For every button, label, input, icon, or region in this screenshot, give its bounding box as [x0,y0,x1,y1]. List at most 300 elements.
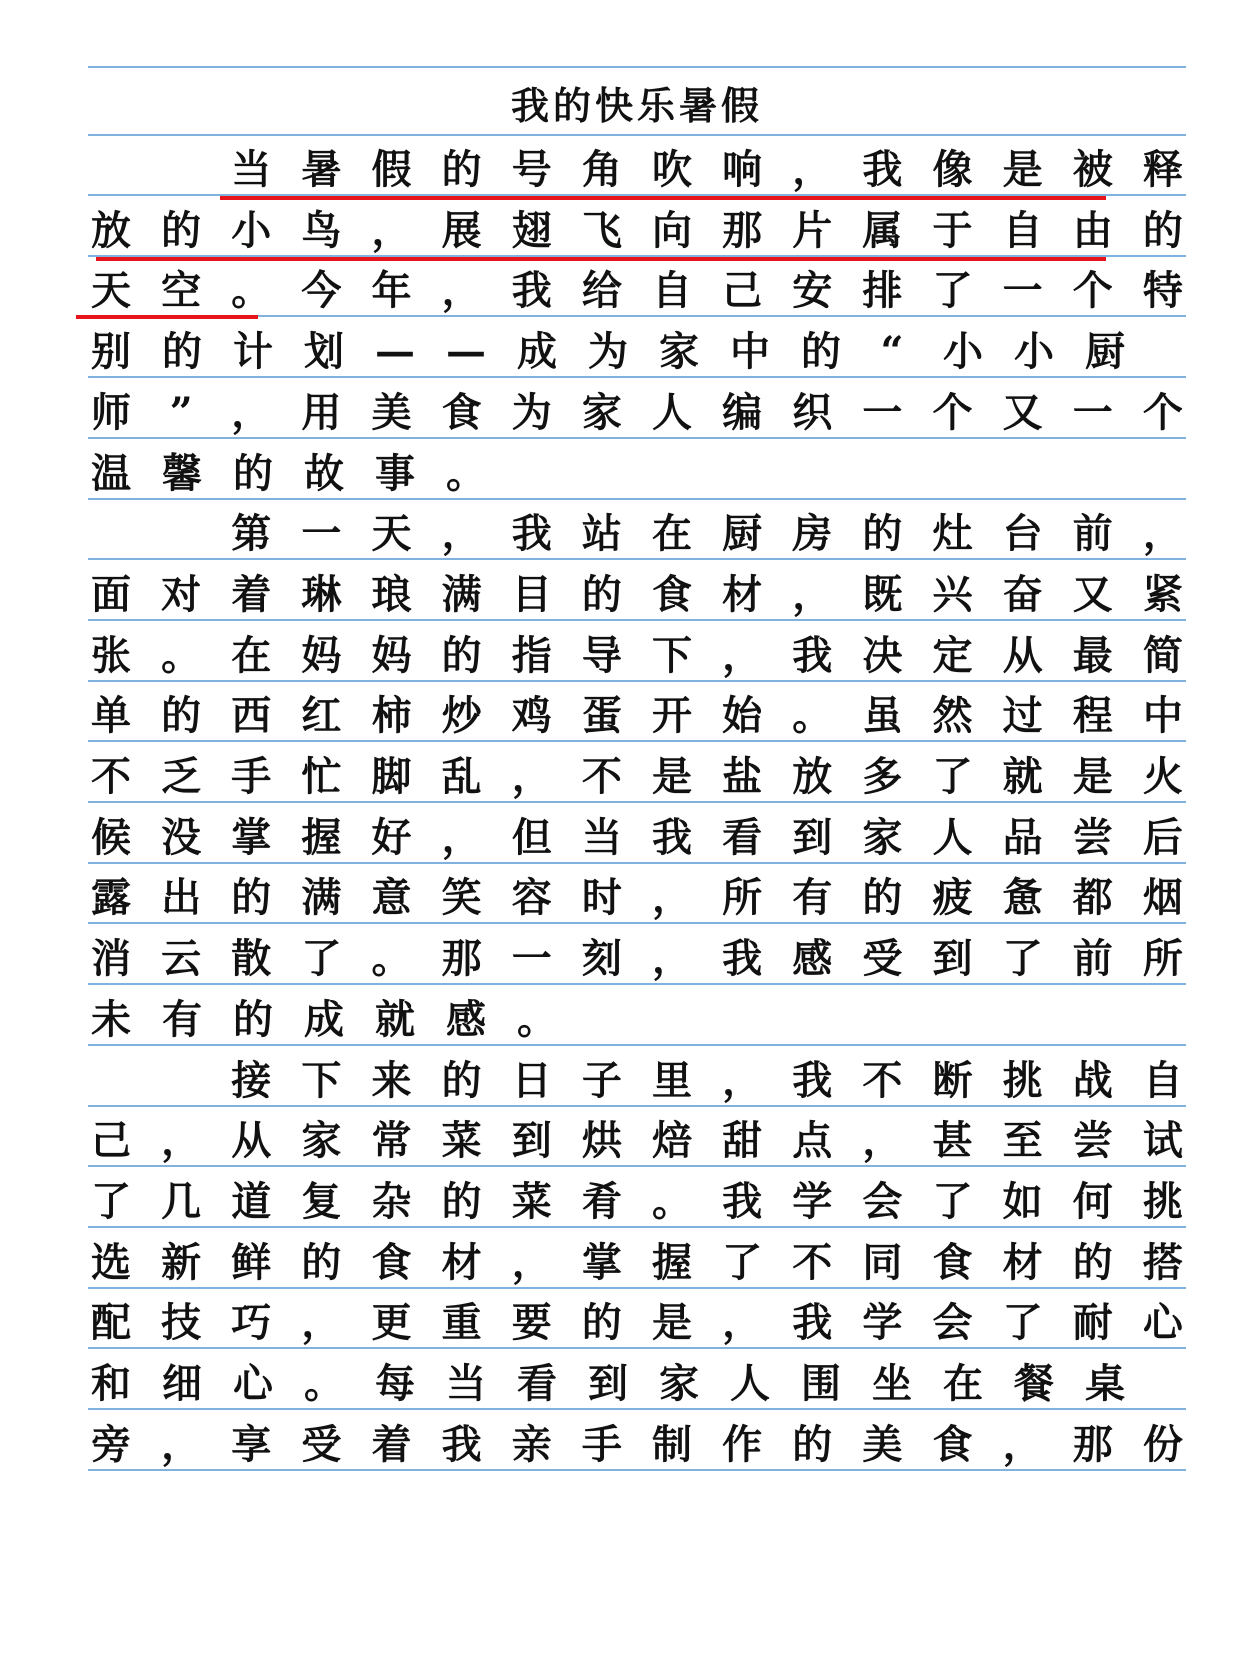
essay-char: 所 [722,874,763,922]
essay-char: ， [161,1117,202,1165]
essay-char: 由 [1072,206,1113,254]
essay-char: 杂 [371,1177,412,1225]
essay-char: 细 [162,1360,202,1407]
essay-char: 配 [91,1299,131,1347]
essay-char: 肴 [581,1177,622,1225]
essay-char: ， [511,1238,552,1286]
essay-char: 别 [91,328,131,376]
essay-char: 定 [932,631,973,679]
essay-char: 到 [588,1360,628,1407]
essay-char: 蛋 [581,692,622,740]
essay-char: 既 [862,570,903,618]
essay-char: ， [722,1056,763,1104]
essay-char: 候 [91,813,131,861]
essay-char: 给 [581,267,622,315]
ruled-line [88,619,1186,621]
essay-char: 。 [517,995,557,1043]
essay-char: 是 [1072,753,1113,800]
essay-char: 个 [932,388,973,436]
essay-char: 自 [1142,1056,1183,1104]
essay-char: 不 [91,753,131,800]
essay-char: 前 [1072,935,1113,983]
essay-char: 焙 [652,1117,692,1165]
essay-char: 那 [722,206,763,254]
essay-title: 我的快乐暑假 [510,83,763,128]
essay-line [88,379,1186,439]
essay-char: 响 [722,146,763,193]
essay-char: 那 [441,935,482,983]
essay-char: 程 [1072,692,1113,740]
essay-char: 家 [659,1360,699,1407]
essay-char: 第 [231,510,272,558]
essay-char: 菜 [511,1177,552,1225]
essay-char: 制 [652,1420,692,1468]
essay-char: 开 [652,692,692,740]
essay-char: 人 [730,1360,770,1407]
essay-line [88,986,1186,1046]
essay-char: 的 [301,1238,342,1286]
essay-char: 兴 [932,570,973,618]
essay-char: 的 [801,328,841,376]
essay-char: 食 [652,570,692,618]
essay-char: 放 [792,753,833,800]
essay-char: 我 [441,1420,482,1468]
essay-char: 编 [722,388,763,436]
essay-char: 当 [581,813,622,861]
essay-char: 空 [161,267,202,315]
essay-char: 一 [1002,267,1043,315]
essay-char: 材 [1002,1238,1043,1286]
essay-char: 房 [792,510,833,558]
essay-char: 导 [581,631,622,679]
ruled-line [88,1408,1186,1410]
essay-char: 到 [932,935,973,983]
essay-char: 家 [581,388,622,436]
essay-line [88,925,1186,985]
essay-char: 选 [91,1238,131,1286]
essay-line [88,743,1186,803]
ruled-line [88,680,1186,682]
essay-char: 我 [792,1299,833,1347]
essay-char: 甜 [722,1117,763,1165]
essay-char: 不 [581,753,622,800]
essay-char: 的 [581,1299,622,1347]
essay-char: 但 [511,813,552,861]
essay-char: 对 [161,570,202,618]
ruled-line [88,498,1186,500]
essay-char: 妈 [301,631,342,679]
essay-char: 小 [231,206,272,254]
essay-char: 子 [581,1056,622,1104]
essay-char: 不 [792,1238,833,1286]
essay-char: ， [792,570,833,618]
essay-char: 。 [446,449,486,497]
ruled-line [88,983,1186,985]
essay-char: 满 [301,874,342,922]
essay-char: 我 [511,510,552,558]
essay-line [88,622,1186,682]
essay-char: 里 [652,1056,692,1104]
essay-char: 当 [446,1360,486,1407]
essay-char: 和 [91,1360,131,1407]
ruled-line [88,1165,1186,1167]
essay-char: 作 [722,1420,763,1468]
essay-char: 排 [862,267,903,315]
essay-char: 我 [862,146,903,193]
essay-char: 放 [91,206,131,254]
essay-char: 手 [581,1420,622,1468]
essay-char: 何 [1072,1177,1113,1225]
essay-char: 材 [722,570,763,618]
ruled-line [88,437,1186,439]
essay-char: ， [161,1420,202,1468]
essay-char: 决 [862,631,903,679]
essay-char: 。 [231,267,272,315]
essay-char: 面 [91,570,131,618]
essay-char: 尝 [1072,813,1113,861]
essay-char: 受 [862,935,903,983]
red-underline-mark [76,315,258,319]
essay-char: 像 [932,146,973,193]
essay-char: 旁 [91,1420,131,1468]
ruled-line [88,558,1186,560]
essay-char: 的 [161,206,202,254]
essay-char: 奋 [1002,570,1043,618]
essay-char: 指 [511,631,552,679]
ruled-line [88,1347,1186,1349]
essay-char: 了 [932,1177,973,1225]
essay-char: 柿 [371,692,412,740]
essay-line [88,1107,1186,1167]
essay-char: 餐 [1014,1360,1054,1407]
ruled-line [88,922,1186,924]
essay-char: 脚 [371,753,412,800]
essay-char: 的 [862,874,903,922]
essay-char: 有 [792,874,833,922]
essay-char: 一 [511,935,552,983]
essay-line [88,1289,1186,1349]
essay-char: 的 [233,995,273,1043]
essay-char: 不 [862,1056,903,1104]
essay-char: ， [441,813,482,861]
essay-char: 每 [375,1360,415,1407]
essay-char: 露 [91,874,131,922]
essay-char: 师 [91,388,131,436]
essay-char: 一 [862,388,903,436]
essay-char: 的 [441,146,482,193]
essay-char: 事 [375,449,415,497]
essay-char: 道 [231,1177,272,1225]
essay-char: 。 [161,631,202,679]
essay-char: 个 [1072,267,1113,315]
essay-char: 要 [511,1299,552,1347]
essay-char: 为 [588,328,628,376]
essay-char: 盐 [722,753,763,800]
essay-line [88,440,1186,500]
essay-char: 那 [1072,1420,1113,1468]
essay-char: ” [169,388,193,436]
essay-char: 受 [301,1420,342,1468]
essay-line [88,1229,1186,1289]
essay-char: 了 [301,935,342,983]
essay-char: 。 [652,1177,692,1225]
essay-char: 云 [161,935,202,983]
essay-char: 一 [301,510,342,558]
essay-char: ， [511,753,552,800]
essay-char: ， [1142,510,1183,558]
essay-char: 学 [862,1299,903,1347]
essay-char: 食 [441,388,482,436]
essay-char: ， [301,1299,342,1347]
essay-char: 美 [371,388,412,436]
essay-char: 接 [231,1056,272,1104]
essay-line [88,1411,1186,1471]
essay-char: 火 [1142,753,1183,800]
essay-char: 从 [231,1117,272,1165]
essay-char: 意 [371,874,412,922]
essay-char: 到 [511,1117,552,1165]
essay-line [88,500,1186,560]
essay-char: 出 [161,874,202,922]
essay-char: 的 [233,449,273,497]
essay-char: 家 [862,813,903,861]
essay-char: 天 [371,510,412,558]
essay-char: 如 [1002,1177,1043,1225]
ruled-line [88,376,1186,378]
ruled-line [88,801,1186,803]
essay-char: 耐 [1072,1299,1113,1347]
title-top-rule [88,66,1186,68]
essay-char: 挑 [1002,1056,1043,1104]
essay-char: 学 [792,1177,833,1225]
essay-line [88,136,1186,196]
essay-char: 来 [371,1056,412,1104]
essay-char: 了 [91,1177,131,1225]
essay-char: 是 [1002,146,1043,193]
essay-char: 后 [1142,813,1183,861]
essay-char: 满 [441,570,482,618]
essay-char: 前 [1072,510,1113,558]
essay-char: 了 [1002,1299,1043,1347]
essay-char: 疲 [932,874,973,922]
essay-char: 心 [233,1360,273,1407]
essay-char: 故 [304,449,344,497]
essay-char: 始 [722,692,763,740]
essay-char: 片 [792,206,833,254]
essay-char: 我 [792,1056,833,1104]
red-underline-mark [96,257,1106,261]
essay-char: 。 [371,935,412,983]
essay-char: 鲜 [231,1238,272,1286]
essay-char: 划 [304,328,344,376]
essay-char: 掌 [581,1238,622,1286]
essay-char: 乱 [441,753,482,800]
essay-char: 展 [441,206,482,254]
essay-char: 暑 [301,146,342,193]
red-underline-mark [220,196,1106,200]
essay-line [88,682,1186,742]
essay-char: 成 [304,995,344,1043]
essay-char: 在 [231,631,272,679]
essay-char: 我 [792,631,833,679]
essay-char: — [375,328,415,376]
essay-char: 的 [862,510,903,558]
essay-char: ， [441,267,482,315]
essay-char: “ [880,328,904,376]
essay-char: 。 [792,692,833,740]
essay-char: 然 [932,692,973,740]
essay-char: 下 [301,1056,342,1104]
essay-char: 食 [932,1238,973,1286]
essay-char: 一 [1072,388,1113,436]
essay-char: 个 [1142,388,1183,436]
essay-char: 中 [730,328,770,376]
essay-char: 至 [1002,1117,1043,1165]
essay-char: 会 [862,1177,903,1225]
essay-char: ， [231,388,272,436]
essay-char: 属 [862,206,903,254]
essay-char: 是 [652,1299,692,1347]
essay-line [88,257,1186,317]
essay-char: 计 [233,328,273,376]
essay-char: 食 [371,1238,412,1286]
essay-char: 烘 [581,1117,622,1165]
essay-char: ， [722,1299,763,1347]
essay-char: 乏 [161,753,202,800]
essay-char: 年 [371,267,412,315]
essay-char: 食 [932,1420,973,1468]
essay-char: ， [722,631,763,679]
ruled-line [88,1044,1186,1046]
essay-char: 品 [1002,813,1043,861]
essay-char: 惫 [1002,874,1043,922]
ruled-line [88,1105,1186,1107]
essay-char: 又 [1072,570,1113,618]
essay-char: 甚 [932,1117,973,1165]
essay-char: ， [792,146,833,193]
essay-char: 释 [1142,146,1183,193]
essay-char: 点 [792,1117,833,1165]
essay-char: 成 [517,328,557,376]
essay-char: 温 [91,449,131,497]
essay-char: 在 [652,510,692,558]
essay-char: 时 [581,874,622,922]
essay-char: 常 [371,1117,412,1165]
essay-char: 我 [652,813,692,861]
essay-char: 份 [1142,1420,1183,1468]
essay-char: 西 [231,692,272,740]
essay-char: 搭 [1142,1238,1183,1286]
essay-char: 家 [301,1117,342,1165]
essay-char: 的 [441,631,482,679]
essay-char: 散 [231,935,272,983]
essay-char: — [446,328,486,376]
essay-char: 的 [441,1177,482,1225]
essay-char: 角 [581,146,622,193]
essay-char: 就 [375,995,415,1043]
essay-char: 所 [1142,935,1183,983]
essay-char: 台 [1002,510,1043,558]
essay-char: 看 [722,813,763,861]
essay-char: 消 [91,935,131,983]
essay-char: 琅 [371,570,412,618]
essay-char: 家 [659,328,699,376]
essay-char: 握 [301,813,342,861]
essay-char: ， [652,935,692,983]
essay-char: 容 [511,874,552,922]
ruled-line [88,740,1186,742]
essay-char: 试 [1142,1117,1183,1165]
essay-char: 灶 [932,510,973,558]
essay-char: 安 [792,267,833,315]
essay-char: ， [371,206,412,254]
essay-line [88,1047,1186,1107]
essay-char: 翅 [511,206,552,254]
essay-char: 刻 [581,935,622,983]
essay-char: 有 [162,995,202,1043]
essay-char: 亲 [511,1420,552,1468]
essay-char: 会 [932,1299,973,1347]
essay-char: 单 [91,692,131,740]
essay-line [88,197,1186,257]
essay-char: 自 [652,267,692,315]
essay-char: 站 [581,510,622,558]
essay-char: 从 [1002,631,1043,679]
essay-char: 的 [231,874,272,922]
essay-char: 掌 [231,813,272,861]
essay-char: 向 [652,206,692,254]
essay-char: 烟 [1142,874,1183,922]
essay-char: 桌 [1085,1360,1125,1407]
essay-char: 小 [1014,328,1054,376]
essay-char: 最 [1072,631,1113,679]
essay-char: 的 [792,1420,833,1468]
ruled-line [88,1287,1186,1289]
essay-char: 鸟 [301,206,342,254]
essay-char: 于 [932,206,973,254]
essay-char: 是 [652,753,692,800]
essay-char: 了 [932,267,973,315]
ruled-line [88,1469,1186,1471]
essay-char: 的 [441,1056,482,1104]
ruled-line [88,1226,1186,1228]
essay-char: 好 [371,813,412,861]
essay-char: 握 [652,1238,692,1286]
essay-line [88,804,1186,864]
essay-line [88,1350,1186,1410]
essay-char: 笑 [441,874,482,922]
essay-char: 了 [1002,935,1043,983]
essay-char: 己 [722,267,763,315]
essay-char: 围 [801,1360,841,1407]
essay-char: 为 [511,388,552,436]
essay-char: 到 [792,813,833,861]
essay-char: 更 [371,1299,412,1347]
essay-char: 中 [1142,692,1183,740]
essay-char: ， [862,1117,903,1165]
essay-char: 特 [1142,267,1183,315]
essay-char: 的 [581,570,622,618]
essay-char: 的 [162,328,202,376]
essay-char: ， [1002,1420,1043,1468]
essay-char: 新 [161,1238,202,1286]
essay-char: 看 [517,1360,557,1407]
essay-char: 己 [91,1117,131,1165]
essay-char: 感 [792,935,833,983]
essay-char: 今 [301,267,342,315]
essay-char: 忙 [301,753,342,800]
essay-char: 紧 [1142,570,1183,618]
